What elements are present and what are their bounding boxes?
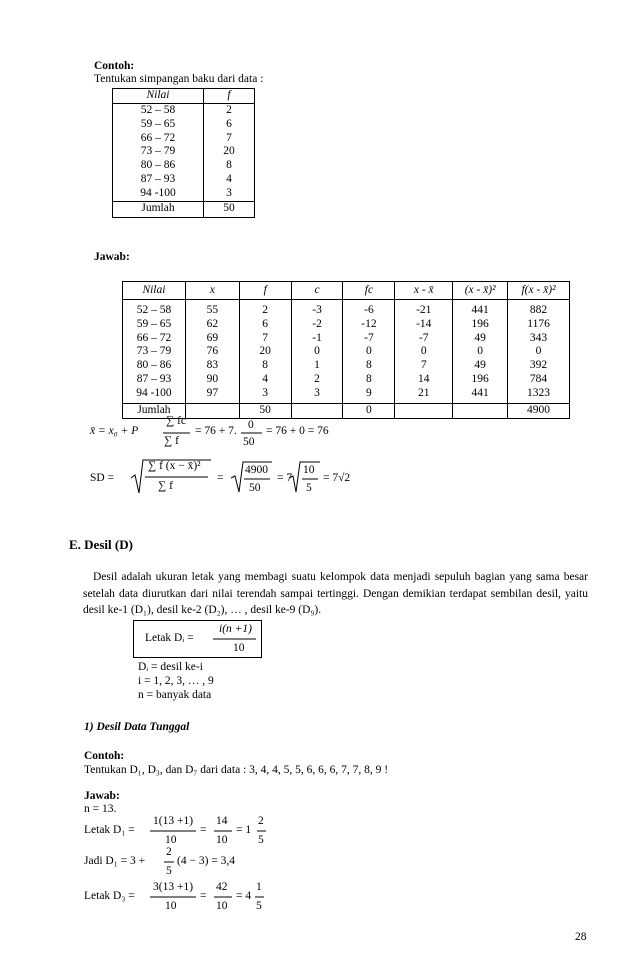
table-header: (x - x̄)² xyxy=(453,282,508,300)
table-header: x - x̄ xyxy=(395,282,453,300)
nilai-cell: 87 – 93 xyxy=(113,173,204,187)
letak-d3-num2: 42 xyxy=(216,881,228,893)
table-cell: 2 xyxy=(291,373,343,387)
table-cell: 6 xyxy=(239,318,291,332)
total-label: Jumlah xyxy=(113,201,204,217)
letak-d1-den2: 10 xyxy=(216,834,228,846)
letak-d1-den: 10 xyxy=(165,834,177,846)
radical-sign xyxy=(231,462,272,492)
table-cell: 87 – 93 xyxy=(123,373,186,387)
table-cell: 0 xyxy=(453,345,508,359)
n-line: n = 13. xyxy=(84,803,117,815)
sd-eq: = xyxy=(217,472,224,484)
total-cell: 50 xyxy=(239,403,291,418)
table-cell: 0 xyxy=(395,345,453,359)
jadi-d1-num: 2 xyxy=(166,846,172,858)
table-cell: 3 xyxy=(239,387,291,403)
table-cell: 3 xyxy=(291,387,343,403)
table-cell: -2 xyxy=(291,318,343,332)
frequency-cell: 8 xyxy=(226,159,232,172)
contoh-heading: Contoh: xyxy=(94,60,135,72)
table-cell: 2 xyxy=(239,300,291,318)
letak-d3-den3: 5 xyxy=(256,900,262,912)
letak-d1-label: Letak D₁ = xyxy=(84,824,135,836)
frequency-cell: 7 xyxy=(226,131,232,144)
mean-lhs: x̄ = x₀ + P xyxy=(90,425,139,437)
contoh-heading: Contoh: xyxy=(84,750,125,762)
table-cell: -12 xyxy=(343,318,395,332)
table-header: fc xyxy=(343,282,395,300)
total-value: 50 xyxy=(204,201,255,217)
letak-d1-den3: 5 xyxy=(258,834,264,846)
table-cell: 83 xyxy=(185,359,239,373)
nilai-cell: 59 – 65 xyxy=(113,118,204,132)
table-cell: 441 xyxy=(453,387,508,403)
table-cell: 784 xyxy=(508,373,570,387)
table-cell: 20 xyxy=(239,345,291,359)
sd-num2: 4900 xyxy=(245,464,268,476)
section-title: E. Desil (D) xyxy=(69,537,133,552)
table-cell: 0 xyxy=(343,345,395,359)
contoh-instruction: Tentukan simpangan baku dari data : xyxy=(94,73,264,85)
table-header: c xyxy=(291,282,343,300)
nilai-cell: 73 – 79 xyxy=(113,145,204,159)
letak-d1-eq2: = 1 xyxy=(236,824,252,836)
jadi-d1-den: 5 xyxy=(166,865,172,877)
table-cell: 76 xyxy=(185,345,239,359)
letak-d1-num: 1(13 +1) xyxy=(153,815,194,827)
mean-eq1: = 76 + 7. xyxy=(195,425,237,437)
table-cell: 196 xyxy=(453,318,508,332)
table-cell: 59 – 65 xyxy=(123,318,186,332)
mean-result: = 76 + 0 = 76 xyxy=(266,425,329,437)
table-cell: 9 xyxy=(343,387,395,403)
sd-lhs: SD = xyxy=(90,472,115,484)
letak-d3-eq: = xyxy=(200,890,207,902)
table-header: x xyxy=(185,282,239,300)
table-cell: -7 xyxy=(343,332,395,346)
mean-sum-fc: ∑ fc xyxy=(166,415,187,427)
table-cell: 73 – 79 xyxy=(123,345,186,359)
table-cell: 69 xyxy=(185,332,239,346)
table-cell: -6 xyxy=(343,300,395,318)
nilai-cell: 66 – 72 xyxy=(113,132,204,146)
table-header: Nilai xyxy=(123,282,186,300)
table-cell: -7 xyxy=(395,332,453,346)
sd-result: = 7√2 xyxy=(323,472,351,484)
table-cell: 52 – 58 xyxy=(123,300,186,318)
formula-box xyxy=(133,620,262,658)
table-cell: 66 – 72 xyxy=(123,332,186,346)
letak-d3-eq2: = 4 xyxy=(236,890,252,902)
jadi-d1-rest: (4 − 3) = 3,4 xyxy=(177,855,236,867)
frequency-cell: 20 xyxy=(223,145,235,158)
table-cell: 55 xyxy=(185,300,239,318)
letak-d3-num3: 1 xyxy=(256,881,262,893)
table-cell: 49 xyxy=(453,332,508,346)
table-cell: 21 xyxy=(395,387,453,403)
table-cell: 97 xyxy=(185,387,239,403)
table-cell: 90 xyxy=(185,373,239,387)
table-cell: 8 xyxy=(343,373,395,387)
box-num: i(n +1) xyxy=(219,623,252,635)
table-cell: 1176 xyxy=(508,318,570,332)
jawab-heading: Jawab: xyxy=(94,251,130,263)
mean-num: 0 xyxy=(248,419,254,431)
table-cell: 94 -100 xyxy=(123,387,186,403)
table-cell: 343 xyxy=(508,332,570,346)
table-cell: 80 – 86 xyxy=(123,359,186,373)
def-line: i = 1, 2, 3, … , 9 xyxy=(138,675,214,687)
box-label: Letak Dᵢ = xyxy=(145,632,194,644)
table-header: f xyxy=(239,282,291,300)
table-cell: 14 xyxy=(395,373,453,387)
jadi-d1-label: Jadi D₁ = 3 + xyxy=(84,855,146,867)
mean-den: 50 xyxy=(243,436,255,448)
contoh-text: Tentukan D₁, D₃, dan D₇ dari data : 3, 4, 4, 5, 5, 6, 6, 6, 7, 7, 8, 9 ! xyxy=(84,764,389,776)
def-line: Dᵢ = desil ke-i xyxy=(138,661,203,673)
table-cell: 1323 xyxy=(508,387,570,403)
table-cell: -1 xyxy=(291,332,343,346)
table-cell: 7 xyxy=(239,332,291,346)
table-cell: 62 xyxy=(185,318,239,332)
sd-den: ∑ f xyxy=(158,480,173,492)
table-header: f(x - x̄)² xyxy=(508,282,570,300)
table-cell: 196 xyxy=(453,373,508,387)
table-cell: 7 xyxy=(395,359,453,373)
frequency-cell: 6 xyxy=(226,117,232,130)
table-cell: 0 xyxy=(291,345,343,359)
sd-eq2: = 7 xyxy=(277,472,293,484)
sd-den2: 50 xyxy=(249,482,261,494)
nilai-cell: 94 -100 xyxy=(113,187,204,201)
nilai-cell: 52 – 58 xyxy=(113,104,204,118)
table-cell: 49 xyxy=(453,359,508,373)
subsection-title: 1) Desil Data Tunggal xyxy=(84,721,190,733)
table-cell: 0 xyxy=(508,345,570,359)
def-line: n = banyak data xyxy=(138,689,212,701)
total-cell: 0 xyxy=(343,403,395,418)
table-cell: 392 xyxy=(508,359,570,373)
table-cell: -21 xyxy=(395,300,453,318)
sd-num: ∑ f (x − x̄)² xyxy=(148,460,201,472)
total-cell: 4900 xyxy=(508,403,570,418)
table-cell: 8 xyxy=(239,359,291,373)
radical-sign xyxy=(289,462,320,492)
table-cell: 882 xyxy=(508,300,570,318)
sd-den3: 5 xyxy=(306,482,312,494)
letak-d1-num2: 14 xyxy=(216,815,228,827)
table-cell: -3 xyxy=(291,300,343,318)
table-cell: 441 xyxy=(453,300,508,318)
letak-d3-label: Letak D₃ = xyxy=(84,890,135,902)
nilai-cell: 80 – 86 xyxy=(113,159,204,173)
letak-d1-eq: = xyxy=(200,824,207,836)
mean-sum-f: ∑ f xyxy=(164,435,179,447)
jawab-heading: Jawab: xyxy=(84,790,120,802)
table-cell: -14 xyxy=(395,318,453,332)
page-number: 28 xyxy=(575,931,587,943)
frequency-cell: 4 xyxy=(226,172,232,185)
letak-d1-num3: 2 xyxy=(258,815,264,827)
table-cell: 4 xyxy=(239,373,291,387)
letak-d3-den2: 10 xyxy=(216,900,228,912)
table-header: Nilai xyxy=(113,89,204,104)
letak-d3-num: 3(13 +1) xyxy=(153,881,194,893)
frequency-cell: 2 xyxy=(226,104,232,116)
letak-d3-den: 10 xyxy=(165,900,177,912)
table-cell: 1 xyxy=(291,359,343,373)
section-paragraph: Desil adalah ukuran letak yang membagi suatu kelompok data menjadi sepuluh bagian yang sama besar setelah data diurutkan dari nilai terendah sampai tertinggi. Dengan demikian terdapat sembilan desil, yaitu desil ke-1 (D₁), desil ke-2 (D₂), … , desil ke-9 (D₉). xyxy=(83,571,588,616)
table-header: f xyxy=(204,89,255,104)
box-den: 10 xyxy=(233,642,245,654)
table-cell: 8 xyxy=(343,359,395,373)
frequency-cell: 3 xyxy=(226,186,232,199)
sd-num3: 10 xyxy=(303,464,315,476)
total-cell: Jumlah xyxy=(123,403,186,418)
